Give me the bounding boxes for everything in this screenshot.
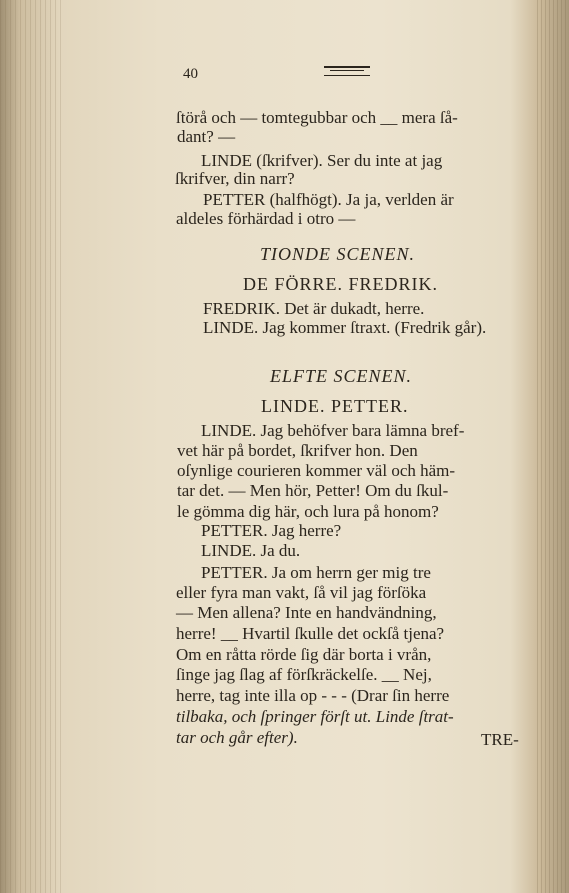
text-line: herre, tag inte illa op - - - (Drar ſin herre — [176, 686, 450, 705]
text-line: LINDE. Jag kommer ſtraxt. (Fredrik går). — [203, 318, 487, 337]
text-line: Om en råtta rörde ſig där borta i vrån, — [176, 645, 432, 664]
text-line: tar det. — Men hör, Petter! Om du ſkul- — [177, 481, 449, 500]
catchword: TRE- — [481, 730, 519, 749]
text-line: PETTER (halfhögt). Ja ja, verlden är — [203, 190, 454, 209]
scene-cast: DE FÖRRE. FREDRIK. — [243, 274, 439, 294]
text-line: ſinge jag ſlag af förſkräckelſe. __ Nej, — [176, 665, 432, 684]
scene-heading: TIONDE SCENEN. — [260, 244, 416, 264]
text-line: PETTER. Ja om herrn ger mig tre — [201, 563, 431, 582]
text-line: PETTER. Jag herre? — [201, 521, 342, 540]
text-line: ſtörå och — tomtegubbar och __ mera ſå- — [176, 108, 458, 127]
text-line: ſkrifver, din narr? — [175, 169, 295, 188]
scene-heading: ELFTE SCENEN. — [270, 366, 413, 386]
text-line: FREDRIK. Det är dukadt, herre. — [203, 299, 425, 318]
text-line: vet här på bordet, ſkrifver hon. Den — [177, 441, 418, 460]
text-line: oſynlige courieren kommer väl och häm- — [177, 461, 456, 480]
text-line: tilbaka, och ſpringer förſt ut. Linde ſtrat- — [176, 707, 454, 726]
header-ornament — [324, 66, 370, 76]
text-line: aldeles förhärdad i otro — — [176, 209, 356, 228]
text-line: LINDE (ſkrifver). Ser du inte at jag — [201, 151, 443, 170]
text-line: le gömma dig här, och lura på honom? — [177, 502, 439, 521]
text-line: LINDE. Ja du. — [201, 541, 301, 560]
page-number: 40 — [183, 66, 198, 82]
text-line: dant? — — [177, 127, 236, 146]
text-line: tar och går efter). — [176, 728, 298, 747]
text-line: eller fyra man vakt, ſå vil jag förſöka — [176, 583, 427, 602]
text-line: LINDE. Jag behöfver bara lämna bref- — [201, 421, 465, 440]
text-line: herre! __ Hvartil ſkulle det ockſå tjena? — [176, 624, 445, 643]
scene-cast: LINDE. PETTER. — [261, 396, 409, 416]
text-line: — Men allena? Inte en handvändning, — [176, 603, 437, 622]
